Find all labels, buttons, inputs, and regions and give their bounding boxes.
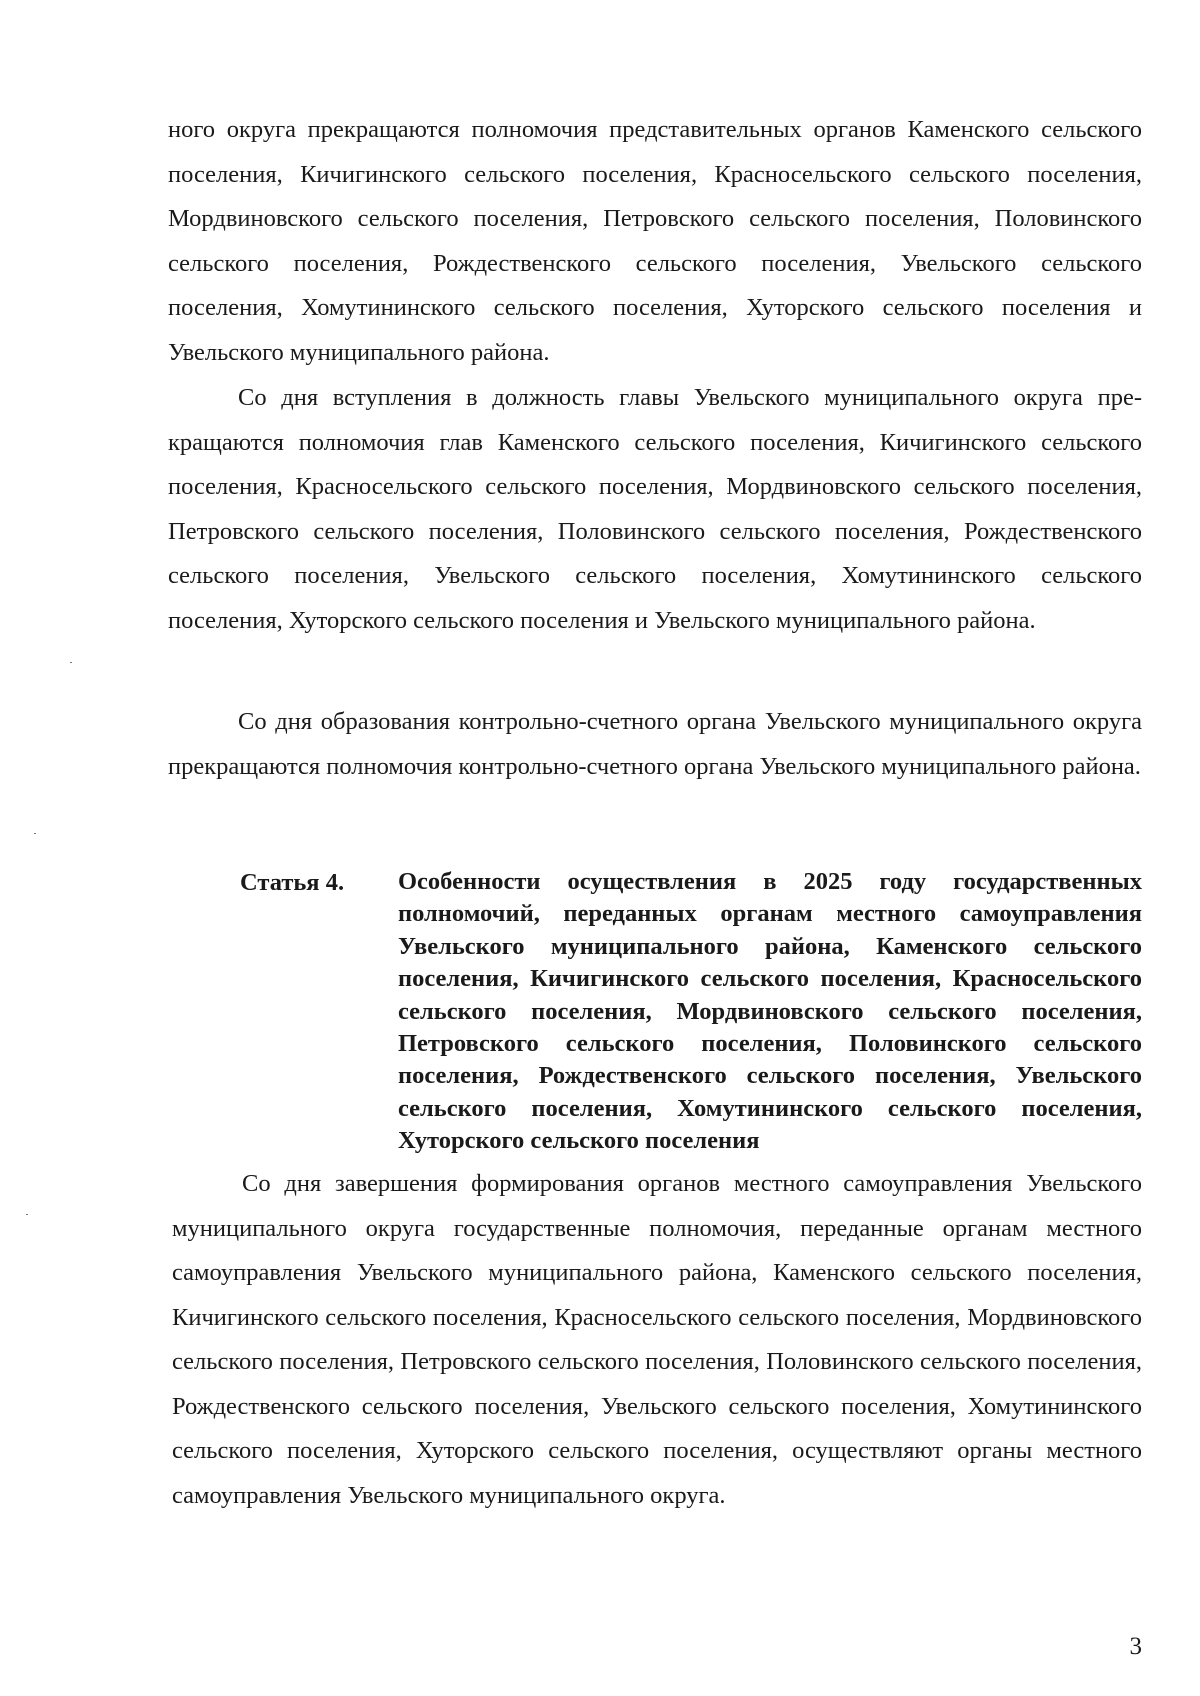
scan-speck [26,1214,28,1215]
paragraph-2: Со дня вступления в должность главы Увельского муниципального округа прекращаются полномочия глав Каменского сельского поселения, Кичигинского сельского поселения, Красносельского сельского поселения, Мордвиновского сельского поселения, Петровского сельского поселения, Половинского сельского поселения, Рождественского сельского поселения, Увельского сельского поселения, Хомутининского сельского поселения, Хуторского сельского поселения и Увельского муниципального района. [168,384,1142,634]
page-number: 3 [1129,1633,1142,1660]
scan-speck [34,833,36,834]
paragraph-3: Со дня образования контрольно-счетного органа Увельского муниципального округа прекращаются полномочия контрольно-счетного органа Увельского муниципального района. [168,708,1142,780]
article-title: Особенности осуществления в 2025 году государственных полномочий, переданных органам местного самоуправления Увельского муниципального района, Каменского сельского поселения, Кичигинского сельского поселения, Красносельского сельского поселения, Мордвиновского сельского поселения, Петровского сельского поселения, Половинского сельского поселения, Рождественского сельского поселения, Увельского сельского поселения, Хомутининского сельского поселения, Хуторского сельского поселения [398,868,1142,1155]
article-label: Статья 4. [240,869,345,896]
scan-speck [70,662,72,663]
article-4-heading [240,866,1142,1155]
paragraph-1: ного округа прекращаются полномочия представительных органов Каменского сельского поселения, Кичигинского сельского поселения, Красносельского сельского поселения, Мордвиновского сельского поселения, Петровского сельского поселения, Половинского сельского поселения, Рождественского сельского поселения, Увельского сельского поселения, Хомутининского сельского поселения, Хуторского сельского поселения и Увельского муниципального района. [168,116,1142,366]
article-4-paragraph: Со дня завершения формирования органов местного самоуправления Увельского муниципального округа государственные полномочия, переданные органам местного самоуправления Увельского муниципального района, Каменского сельского поселения, Кичигинского сельского поселения, Красносельского сельского поселения, Мордвиновского сельского поселения, Петровского сельского поселения, Половинского сельского поселения, Рождественского сельского поселения, Увельского сельского поселения, Хомутининского сельского поселения, Хуторского сельского поселения, осуществляют органы местного самоуправления Увельского муниципального округа. [172,1170,1142,1509]
